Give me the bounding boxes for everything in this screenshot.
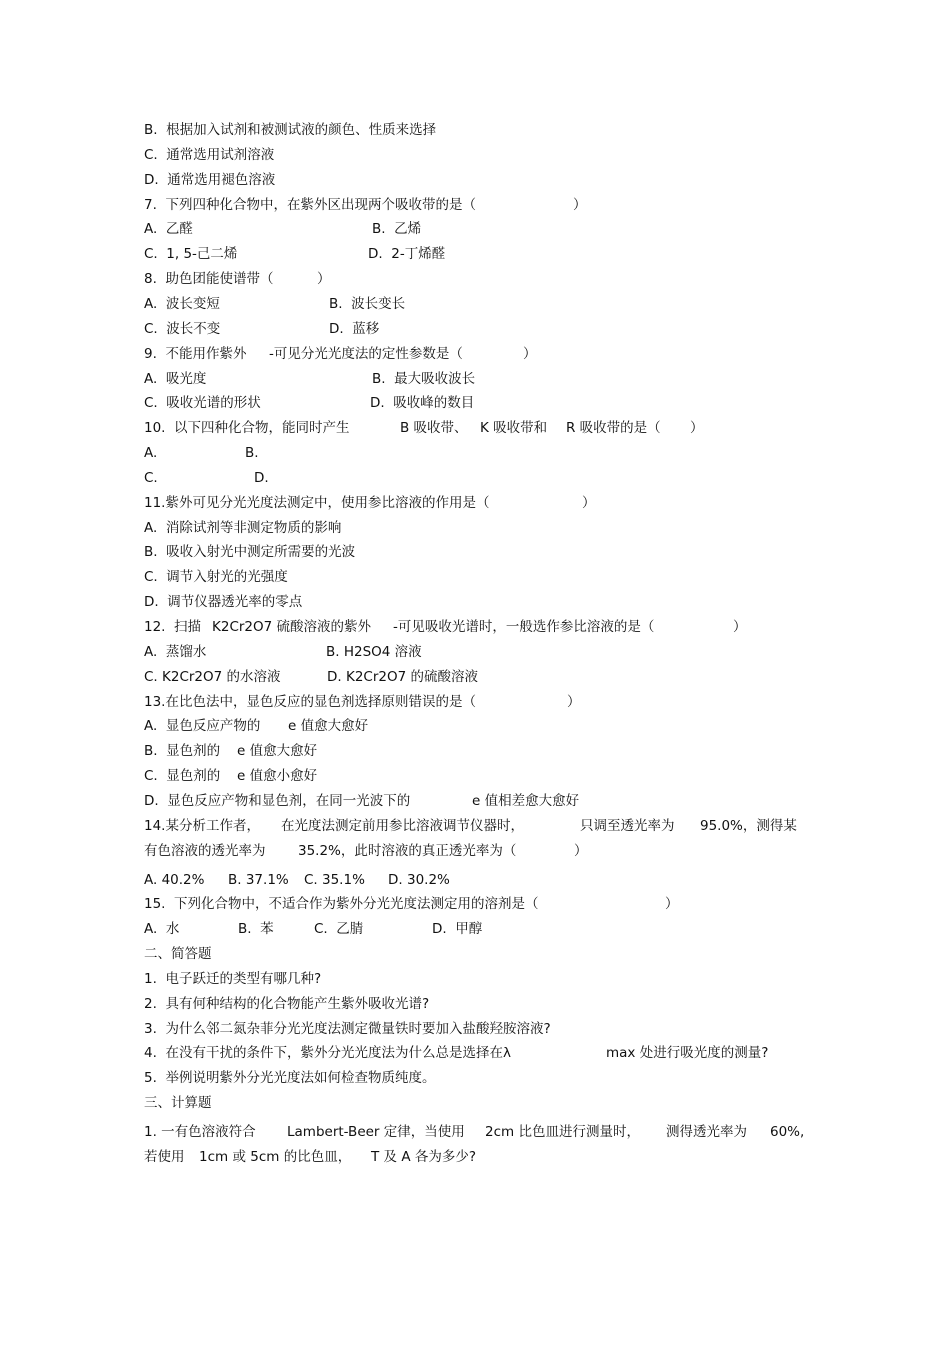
- text-line: D. 显色反应产物和显色剂，在同一光波下的: [144, 793, 411, 809]
- text-line: B. 37.1%: [228, 872, 289, 888]
- text-line: ）: [665, 896, 679, 912]
- text-line: A. 乙醛: [144, 221, 193, 237]
- text-line: 4. 在没有干扰的条件下，紫外分光光度法为什么总是选择在λ: [144, 1045, 511, 1061]
- text-line: A.: [144, 445, 158, 461]
- text-line: 14.某分析工作者，: [144, 818, 260, 834]
- text-line: A. 波长变短: [144, 296, 220, 312]
- text-line: ）: [690, 420, 704, 436]
- text-line: A. 40.2%: [144, 872, 205, 888]
- text-line: 11.紫外可见分光光度法测定中，使用参比溶液的作用是（: [144, 495, 490, 511]
- text-line: 1. 电子跃迁的类型有哪几种?: [144, 971, 322, 987]
- text-line: ）: [574, 843, 588, 859]
- text-line: ）: [573, 197, 587, 213]
- text-line: ）: [523, 346, 537, 362]
- text-line: 7. 下列四种化合物中，在紫外区出现两个吸收带的是（: [144, 197, 476, 213]
- text-line: B. 苯: [238, 921, 274, 937]
- text-line: e 值愈小愈好: [237, 768, 318, 784]
- text-line: 9. 不能用作紫外: [144, 346, 247, 362]
- text-line: R 吸收带的是（: [566, 420, 661, 436]
- text-line: 10. 以下四种化合物，能同时产生: [144, 420, 350, 436]
- text-line: B. 根据加入试剂和被测试液的颜色、性质来选择: [144, 122, 437, 138]
- text-line: A. 显色反应产物的: [144, 718, 261, 734]
- text-line: ）: [582, 495, 596, 511]
- text-line: ）: [733, 619, 747, 635]
- text-line: D. 甲醇: [432, 921, 483, 937]
- text-line: 95.0%，测得某: [700, 818, 797, 834]
- text-line: K2Cr2O7 硫酸溶液的紫外: [212, 619, 372, 635]
- text-line: e 值愈大愈好: [288, 718, 369, 734]
- text-line: 12. 扫描: [144, 619, 202, 635]
- text-line: B. 显色剂的: [144, 743, 221, 759]
- text-line: C. 调节入射光的光强度: [144, 569, 288, 585]
- text-line: A. 吸光度: [144, 371, 207, 387]
- text-line: ）: [317, 271, 331, 287]
- text-line: 2. 具有何种结构的化合物能产生紫外吸收光谱?: [144, 996, 430, 1012]
- text-line: C.: [144, 470, 158, 486]
- text-line: C. 乙腈: [314, 921, 364, 937]
- text-line: 8. 助色团能使谱带（: [144, 271, 274, 287]
- text-line: D. 蓝移: [329, 321, 380, 337]
- text-line: D. 调节仪器透光率的零点: [144, 594, 303, 610]
- text-line: -可见分光光度法的定性参数是（: [269, 346, 463, 362]
- text-line: 1. 一有色溶液符合: [144, 1124, 256, 1140]
- text-line: D. 吸收峰的数目: [370, 395, 475, 411]
- text-line: 5. 举例说明紫外分光光度法如何检查物质纯度。: [144, 1070, 436, 1086]
- text-line: C. 吸收光谱的形状: [144, 395, 261, 411]
- text-line: B. 乙烯: [372, 221, 422, 237]
- text-line: 13.在比色法中，显色反应的显色剂选择原则错误的是（: [144, 694, 476, 710]
- text-line: max 处进行吸光度的测量?: [606, 1045, 769, 1061]
- text-line: 三、计算题: [144, 1095, 212, 1111]
- text-line: A. 蒸馏水: [144, 644, 207, 660]
- text-line: Lambert-Beer 定律，当使用: [287, 1124, 465, 1140]
- text-line: 2cm 比色皿进行测量时，: [485, 1124, 640, 1140]
- text-line: C. 通常选用试剂溶液: [144, 147, 275, 163]
- text-line: 二、简答题: [144, 946, 212, 962]
- text-line: 在光度法测定前用参比溶液调节仪器时，: [281, 818, 524, 834]
- text-line: C. 1, 5-己二烯: [144, 246, 238, 262]
- text-line: B 吸收带、: [400, 420, 468, 436]
- text-line: D.: [254, 470, 269, 486]
- text-line: 测得透光率为: [666, 1124, 747, 1140]
- text-line: A. 水: [144, 921, 180, 937]
- text-line: D. 2-丁烯醛: [368, 246, 446, 262]
- text-line: 若使用: [144, 1149, 185, 1165]
- text-line: 60%,: [770, 1124, 805, 1140]
- text-line: -可见吸收光谱时，一般选作参比溶液的是（: [393, 619, 655, 635]
- text-line: D. 30.2%: [388, 872, 450, 888]
- text-line: A. 消除试剂等非测定物质的影响: [144, 520, 342, 536]
- text-line: B. 波长变长: [329, 296, 406, 312]
- text-line: T 及 A 各为多少?: [371, 1149, 477, 1165]
- text-line: C. 波长不变: [144, 321, 221, 337]
- text-line: B. 最大吸收波长: [372, 371, 476, 387]
- text-line: 3. 为什么邻二氮杂菲分光光度法测定微量铁时要加入盐酸羟胺溶液?: [144, 1021, 551, 1037]
- text-line: B. H2SO4 溶液: [326, 644, 422, 660]
- text-line: e 值相差愈大愈好: [472, 793, 580, 809]
- text-line: ）: [567, 694, 581, 710]
- text-line: 15. 下列化合物中，不适合作为紫外分光光度法测定用的溶剂是（: [144, 896, 539, 912]
- text-line: D. K2Cr2O7 的硫酸溶液: [327, 669, 478, 685]
- text-line: B.: [245, 445, 259, 461]
- text-line: 1cm 或 5cm 的比色皿，: [199, 1149, 352, 1165]
- text-line: 35.2%，此时溶液的真正透光率为（: [298, 843, 517, 859]
- text-line: 有色溶液的透光率为: [144, 843, 266, 859]
- text-line: D. 通常选用褪色溶液: [144, 172, 276, 188]
- text-line: e 值愈大愈好: [237, 743, 318, 759]
- text-line: C. 35.1%: [304, 872, 365, 888]
- text-line: C. K2Cr2O7 的水溶液: [144, 669, 281, 685]
- text-line: C. 显色剂的: [144, 768, 221, 784]
- text-line: B. 吸收入射光中测定所需要的光波: [144, 544, 356, 560]
- text-line: K 吸收带和: [480, 420, 548, 436]
- text-line: 只调至透光率为: [580, 818, 675, 834]
